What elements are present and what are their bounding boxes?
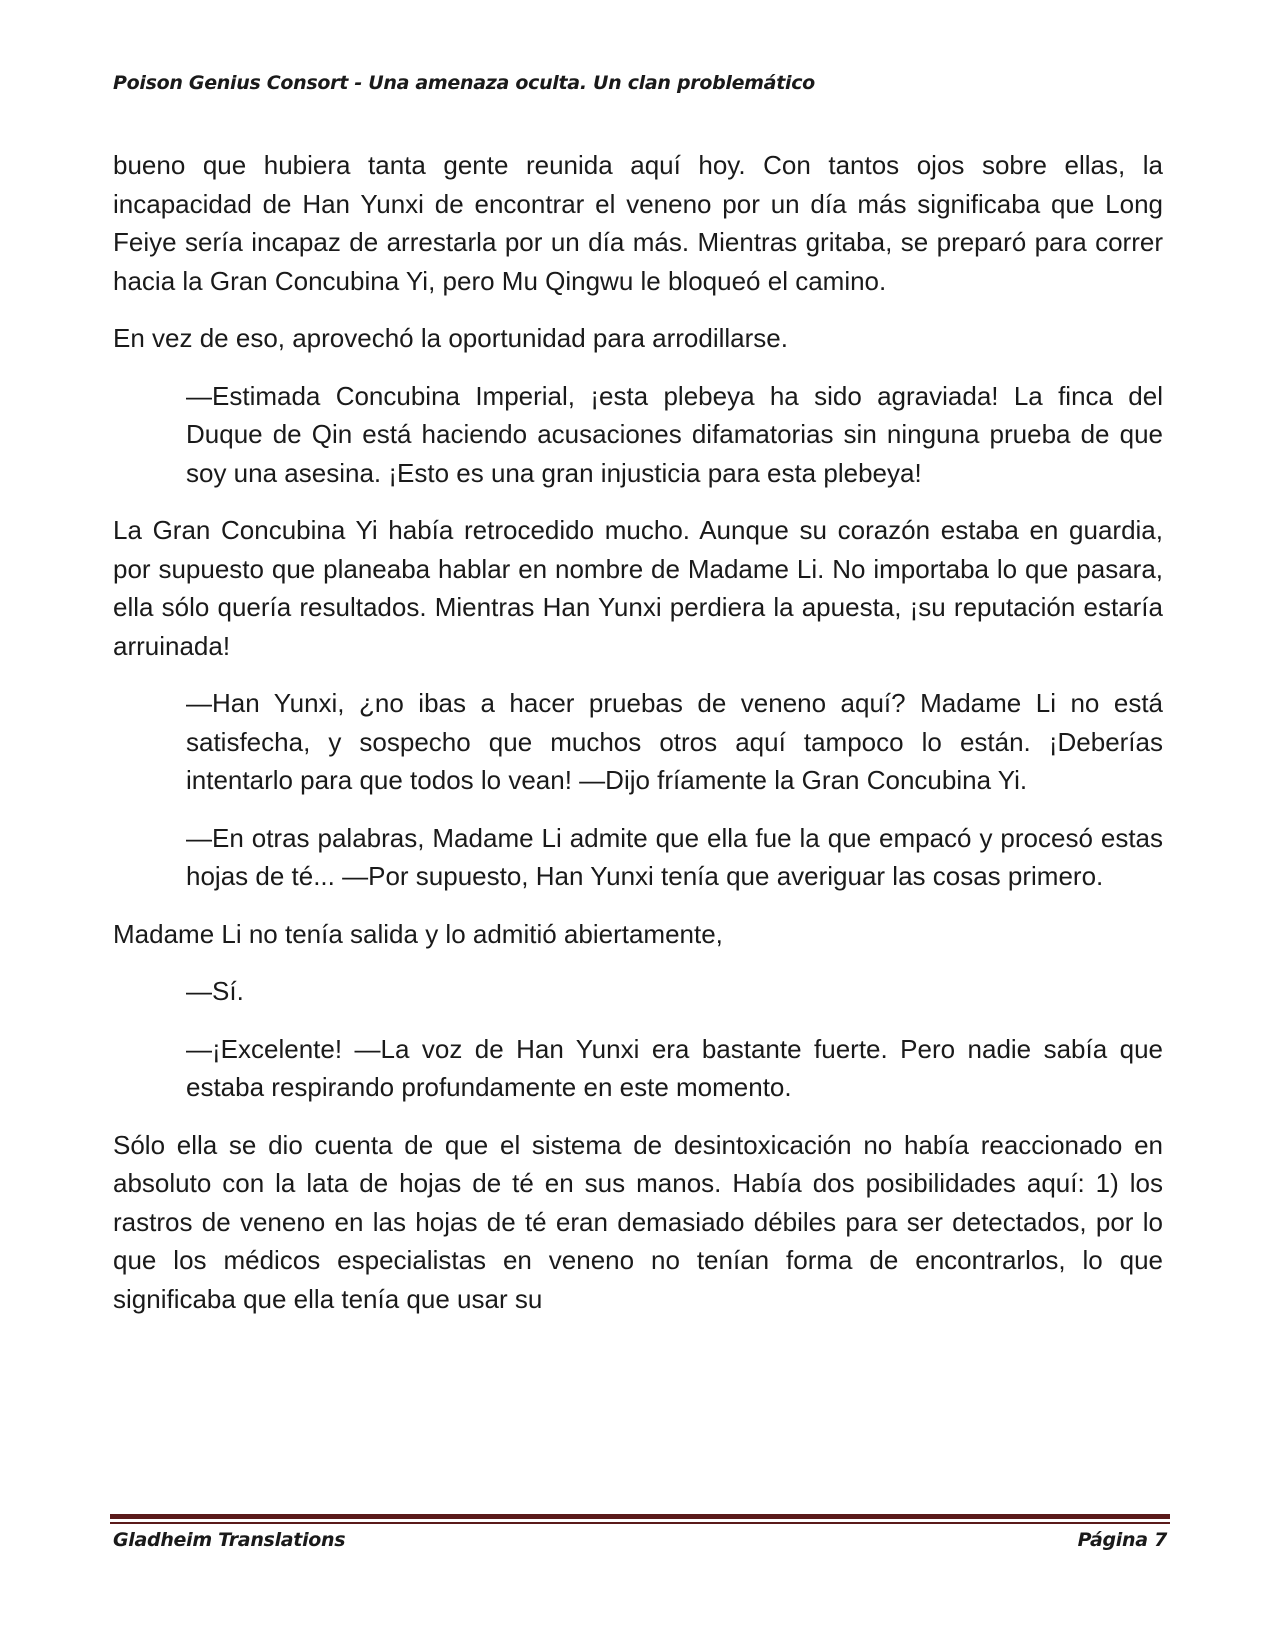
dialogue-paragraph: —Han Yunxi, ¿no ibas a hacer pruebas de veneno aquí? Madame Li no está satisfecha, y sospecho que muchos otros aquí tampoco lo están. ¡Deberías intentarlo para que todos lo vean! —Dijo fríamente la Gran Concubina Yi. <box>186 688 1163 795</box>
paragraph: Madame Li no tenía salida y lo admitió abiertamente, <box>113 918 723 949</box>
dialogue-paragraph: —En otras palabras, Madame Li admite que ella fue la que empacó y procesó estas hojas de té... —Por supuesto, Han Yunxi tenía que averiguar las cosas primero. <box>186 822 1163 891</box>
paragraph: Sólo ella se dio cuenta de que el sistema de desintoxicación no había reaccionado en absoluto con la lata de hojas de té en sus manos. Había dos posibilidades aquí: 1) los rastros de veneno en las hojas de té eran demasiado débiles para ser detectados, por lo que los médicos especialistas en veneno no tenían forma de encontrarlos, lo que significaba que ella tenía que usar su <box>113 1129 1163 1314</box>
paragraph: bueno que hubiera tanta gente reunida aquí hoy. Con tantos ojos sobre ellas, la incapacidad de Han Yunxi de encontrar el veneno por un día más significaba que Long Feiye sería incapaz de arrestarla por un día más. Mientras gritaba, se preparó para correr hacia la Gran Concubina Yi, pero Mu Qingwu le bloqueó el camino. <box>113 150 1163 296</box>
paragraph: En vez de eso, aprovechó la oportunidad para arrodillarse. <box>113 323 788 353</box>
footer-credit: Gladheim Translations <box>113 1529 346 1551</box>
body-text <box>113 146 1163 1337</box>
dialogue-paragraph: —Estimada Concubina Imperial, ¡esta plebeya ha sido agraviada! La finca del Duque de Qin está haciendo acusaciones difamatorias sin ninguna prueba de que soy una asesina. ¡Esto es una gran injusticia para esta plebeya! <box>186 380 1163 488</box>
footer-divider-thin <box>110 1522 1170 1524</box>
footer-divider <box>110 1514 1170 1519</box>
dialogue-paragraph: —¡Excelente! —La voz de Han Yunxi era bastante fuerte. Pero nadie sabía que estaba respirando profundamente en este momento. <box>186 1033 1163 1102</box>
paragraph: La Gran Concubina Yi había retrocedido mucho. Aunque su corazón estaba en guardia, por supuesto que planeaba hablar en nombre de Madame Li. No importaba lo que pasara, ella sólo quería resultados. Mientras Han Yunxi perdiera la apuesta, ¡su reputación estaría arruinada! <box>113 515 1163 661</box>
page-number: Página 7 <box>1077 1529 1167 1551</box>
page-header: Poison Genius Consort - Una amenaza oculta. Un clan problemático <box>113 72 815 94</box>
dialogue-paragraph: —Sí. <box>186 976 244 1006</box>
